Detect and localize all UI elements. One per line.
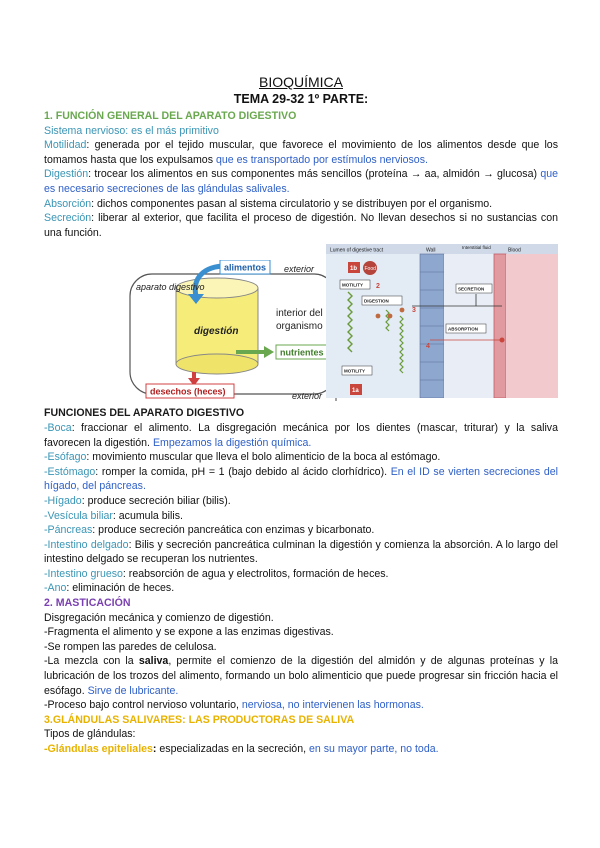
label-secretion: SECRETION — [458, 286, 485, 292]
motilidad-note: que es transportado por estímulos nerviosos. — [215, 153, 428, 166]
label-alimentos: alimentos — [224, 262, 267, 273]
digestion-note: que es necesario secreciones de las glándulas salivales. — [44, 168, 558, 195]
term-boca: -Boca — [44, 421, 72, 434]
sec2-l1: Disgregación mecánica y comienzo de digestión. — [44, 611, 274, 624]
fn-pancreas — [44, 523, 558, 538]
label-desechos: desechos (heces) — [150, 386, 226, 397]
fn-esofago — [44, 450, 558, 465]
arrow-nutrients-head — [264, 346, 274, 358]
label-interior-text: interior del — [276, 308, 323, 320]
sec1-line1-text: Sistema nervioso: es el más primitivo — [44, 124, 219, 137]
label-motility: MOTILITY — [342, 282, 363, 288]
term-higado: -Hígado — [44, 494, 82, 507]
sec3-l1: Tipos de glándulas: — [44, 728, 136, 741]
section1-heading: 1. FUNCIÓN GENERAL DEL APARATO DIGESTIVO — [44, 110, 297, 122]
label-interstitial: Interstitial fluid — [462, 245, 491, 251]
term-absorcion: Absorción — [44, 197, 92, 210]
motilidad-text: : generada por el tejido muscular, que favorece el movimiento de los alimentos desde que los tomamos hasta que los expulsamos — [44, 139, 558, 166]
label-1a: 1a — [352, 388, 359, 395]
sec1-motilidad — [44, 138, 558, 167]
term-intestino-delgado: -Intestino delgado — [44, 538, 129, 551]
sec2-l5 — [44, 698, 558, 713]
sec3-text: especializadas en la secreción, — [156, 743, 309, 755]
boca-note: Empezamos la digestión química. — [152, 436, 312, 449]
particle-2 — [388, 314, 393, 319]
sec3-l2 — [44, 742, 558, 757]
term-intestino-grueso: -Intestino grueso — [44, 567, 123, 580]
fn-higado — [44, 494, 558, 509]
fn-boca — [44, 421, 558, 450]
blood-vessel-wall — [494, 254, 506, 398]
blood-area — [506, 254, 558, 398]
fn-intestino-grueso — [44, 567, 558, 582]
doc-subtitle: TEMA 29-32 1º PARTE: — [233, 92, 369, 106]
l5a: -Proceso bajo control nervioso voluntario, — [44, 699, 242, 712]
label-blood: Blood — [508, 247, 521, 254]
sec3-note: en su mayor parte, no toda. — [308, 743, 439, 755]
absorcion-text: : dichos componentes pasan al sistema circulatorio y se distribuyen por el organismo. — [91, 197, 493, 210]
fn-vesicula — [44, 509, 558, 524]
secrecion-text: : liberar al exterior, que facilita el proceso de digestión. No llevan desechos si no sustancias con una función. — [44, 212, 558, 239]
label-nutrientes: nutrientes — [280, 347, 324, 358]
term-estomago: -Estómago — [44, 465, 96, 478]
label-digestion-en: DIGESTION — [364, 298, 389, 304]
funciones-heading: FUNCIONES DEL APARATO DIGESTIVO — [44, 407, 245, 420]
sec3-colon: : — [152, 743, 157, 755]
document-page — [44, 74, 558, 757]
label-2: 2 — [376, 283, 380, 291]
label-wall: Wall — [426, 247, 436, 254]
sec2-l3: -Se rompen las paredes de celulosa. — [44, 640, 217, 653]
higado-text: : produce secreción biliar (bilis). — [81, 494, 231, 507]
sec1-line1 — [44, 124, 558, 139]
term-digestion: Digestión — [44, 168, 89, 181]
fn-ano — [44, 581, 558, 596]
label-exterior-top: exterior — [284, 264, 315, 275]
sec2-l4 — [44, 654, 558, 698]
pancreas-text: : produce secreción pancreática con enzimas y bicarbonato. — [92, 524, 375, 537]
digestion-text: : trocear los alimentos en sus componentes más sencillos (proteína → aa, almidón → glucosa) — [88, 168, 541, 181]
term-ano: -Ano — [44, 582, 67, 595]
l5-note: nerviosa, no intervienen las hormonas. — [241, 699, 424, 712]
term-glandulas: -Glándulas epiteliales — [44, 743, 153, 755]
label-4: 4 — [426, 343, 430, 351]
label-1b: 1b — [350, 266, 358, 273]
fn-estomago — [44, 465, 558, 494]
estomago-note: En el ID se vierten secreciones del hígado, del páncreas. — [44, 465, 558, 493]
sec1-secrecion — [44, 211, 558, 240]
term-secrecion: Secreción — [44, 212, 92, 225]
particle-1 — [376, 314, 381, 319]
figures-row — [44, 244, 558, 402]
estomago-text: : romper la comida, pH = 1 (bajo debido al ácido clorhídrico). — [95, 465, 391, 478]
sec1-digestion — [44, 167, 558, 196]
term-motilidad: Motilidad — [44, 139, 87, 152]
blood-node — [500, 338, 505, 343]
label-aparato-digestivo: aparato digestivo — [136, 282, 205, 293]
l4c: , permite el comienzo de la digestión del almidón y de algunas proteínas y la lubricación de los trozos del alimento, formando un bolo alimenticio que puede progresar sin fricción hacia el esófago. — [44, 655, 558, 697]
digestive-processes-diagram — [326, 244, 558, 398]
l4-note: Sirve de lubricante. — [87, 684, 179, 697]
doc-title: BIOQUÍMICA — [258, 74, 343, 90]
cylinder-bottom — [176, 354, 258, 374]
label-3: 3 — [412, 307, 416, 315]
label-exterior-bottom: exterior — [292, 391, 323, 402]
section3-heading: 3.GLÁNDULAS SALIVARES: LAS PRODUCTORAS DE SALIVA — [44, 713, 355, 726]
label-digestion: digestión — [194, 326, 239, 338]
sec1-absorcion — [44, 197, 558, 212]
label-absorption: ABSORPTION — [448, 326, 479, 332]
esofago-text: : movimiento muscular que lleva el bolo alimenticio de la boca al estómago. — [86, 451, 441, 464]
label-motility-2: MOTILITY — [344, 368, 365, 374]
saliva-term: saliva — [138, 655, 169, 668]
delgado-text: : Bilis y secreción pancreática culminan la digestión y comienza la absorción. A lo largo del intestino delgado se recuperan los nutrientes. — [44, 538, 559, 566]
label-lumen: Lumen of digestive tract — [330, 247, 384, 254]
grueso-text: : reabsorción de agua y electrolitos, formación de heces. — [122, 567, 389, 580]
section2-heading: 2. MASTICACIÓN — [44, 597, 131, 610]
label-interior — [276, 308, 323, 332]
term-esofago: -Esófago — [44, 451, 87, 464]
boca-text: : fraccionar el alimento. La disgregación mecánica por los dientes (mascar, triturar) y la saliva favorecen la digestión. — [44, 421, 558, 449]
term-vesicula: -Vesícula biliar — [44, 509, 113, 522]
l4a: -La mezcla con la — [44, 655, 139, 668]
label-interior-text-2: organismo — [276, 321, 323, 333]
label-food: Food — [364, 266, 376, 273]
ano-text: : eliminación de heces. — [66, 582, 175, 595]
term-pancreas: -Páncreas — [44, 524, 93, 537]
particle-3 — [400, 308, 405, 313]
vesicula-text: : acumula bilis. — [112, 509, 183, 522]
sec2-l2: -Fragmenta el alimento y se expone a las enzimas digestivas. — [44, 626, 334, 639]
fn-intestino-delgado — [44, 538, 558, 567]
